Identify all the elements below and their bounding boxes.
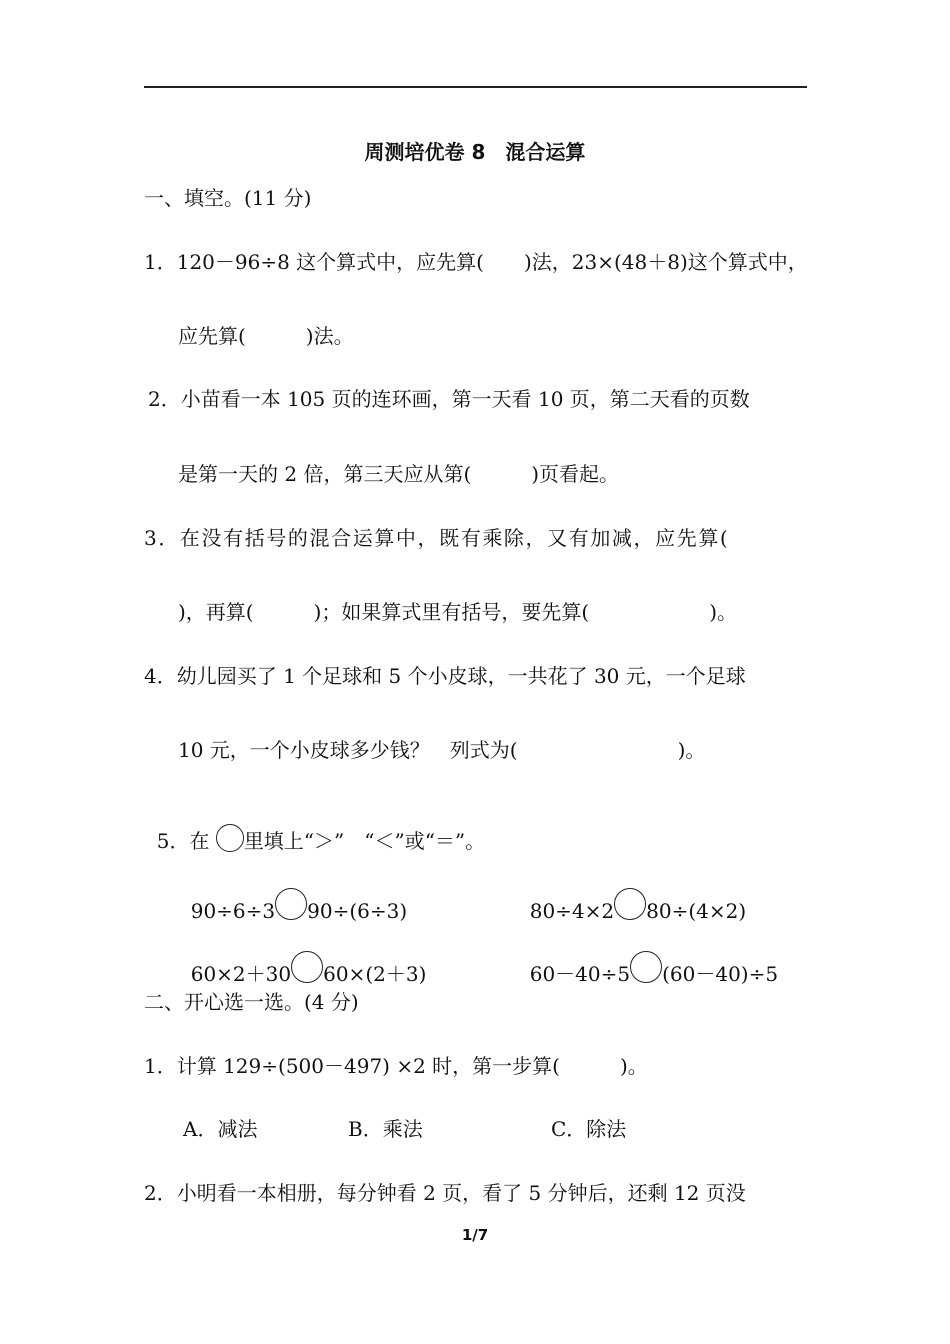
comparison-row-2-left — [178, 925, 426, 987]
option-b[interactable]: B．乘法 — [348, 1117, 423, 1141]
question-4-line-2: 10 元，一个小皮球多少钱？ 列式为( )。 — [178, 738, 706, 762]
choice-question-2: 2．小明看一本相册，每分钟看 2 页，看了 5 分钟后，还剩 12 页没 — [144, 1181, 746, 1205]
question-3-line-1: 3．在没有括号的混合运算中，既有乘除，又有加减，应先算( — [144, 526, 730, 550]
section-1-heading: 一、填空。(11 分) — [144, 186, 312, 210]
comparison-left-expression: 80÷4×2 — [529, 899, 615, 923]
compare-circle-icon[interactable] — [275, 888, 307, 920]
header-rule — [144, 86, 807, 88]
question-1-line-1: 1．120－96÷8 这个算式中，应先算( )法，23×(48＋8)这个算式中， — [144, 250, 808, 274]
question-2-line-1: 2．小苗看一本 105 页的连环画，第一天看 10 页，第二天看的页数 — [148, 387, 750, 411]
comparison-row-2-right — [517, 925, 778, 987]
question-5-prefix: 5．在 — [156, 829, 216, 853]
comparison-right-expression: (60－40)÷5 — [662, 962, 779, 986]
compare-circle-icon[interactable] — [630, 951, 662, 983]
comparison-row-1-left — [178, 862, 407, 924]
option-a[interactable]: A．减法 — [183, 1117, 258, 1141]
comparison-row-1-right — [517, 862, 746, 924]
choice-question-1: 1．计算 129÷(500－497) ×2 时，第一步算( )。 — [144, 1054, 648, 1078]
option-c[interactable]: C．除法 — [551, 1117, 627, 1141]
compare-circle-icon[interactable] — [614, 888, 646, 920]
question-4-line-1: 4．幼儿园买了 1 个足球和 5 个小皮球，一共花了 30 元，一个足球 — [144, 664, 746, 688]
comparison-left-expression: 60－40÷5 — [529, 962, 631, 986]
question-1-line-2: 应先算( )法。 — [178, 324, 354, 348]
question-2-line-2: 是第一天的 2 倍，第三天应从第( )页看起。 — [178, 462, 620, 486]
page-title: 周测培优卷 8 混合运算 — [364, 140, 586, 164]
compare-circle-icon[interactable] — [291, 951, 323, 983]
question-5-prompt — [144, 798, 485, 854]
comparison-left-expression: 60×2＋30 — [190, 962, 292, 986]
question-5-suffix: 里填上“＞” “＜”或“＝”。 — [243, 829, 486, 853]
comparison-right-expression: 80÷(4×2) — [646, 899, 747, 923]
comparison-left-expression: 90÷6÷3 — [190, 899, 276, 923]
comparison-right-expression: 60×(2＋3) — [323, 962, 427, 986]
comparison-right-expression: 90÷(6÷3) — [307, 899, 408, 923]
question-3-line-2: )，再算( )；如果算式里有括号，要先算( )。 — [178, 600, 738, 624]
section-2-heading: 二、开心选一选。(4 分) — [144, 990, 359, 1014]
page-number: 1/7 — [461, 1226, 489, 1244]
answer-circle-icon — [216, 824, 244, 852]
